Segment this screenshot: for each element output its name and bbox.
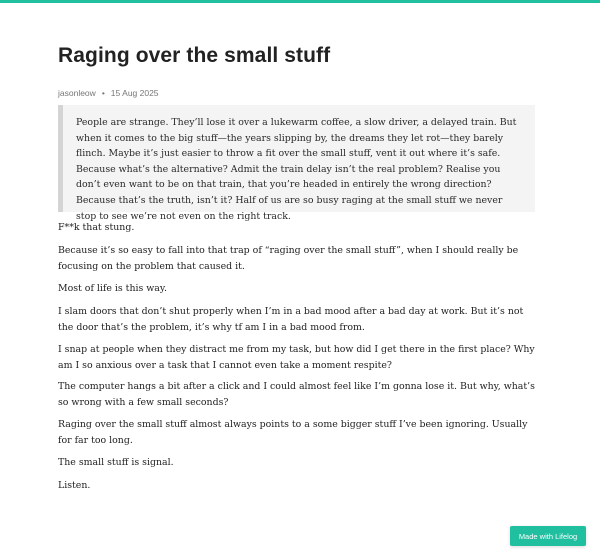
post-meta — [58, 88, 159, 98]
paragraph-6: The computer hangs a bit after a click and I could almost feel like I’m gonna lose it. But why, what’s so wrong with a few small seconds? — [58, 381, 535, 408]
paragraph-8: The small stuff is signal. — [58, 457, 174, 468]
paragraph-2: Because it’s so easy to fall into that trap of “raging over the small stuff”, when I should really be focusing on the problem that caused it. — [58, 245, 519, 272]
meta-separator: • — [101, 88, 105, 98]
paragraph-9: Listen. — [58, 480, 91, 491]
paragraph-7: Raging over the small stuff almost always points to a some bigger stuff I’ve been ignoring. Usually for far too long. — [58, 419, 528, 446]
paragraph-1: F**k that stung. — [58, 222, 135, 233]
top-accent-bar — [0, 0, 600, 3]
paragraph-4: I slam doors that don’t shut properly when I’m in a bad mood after a bad day at work. But it’s not the door that’s the problem, it’s why tf am I in a bad mood from. — [58, 306, 524, 333]
author-link[interactable]: jasonleow — [58, 88, 96, 98]
made-with-lifelog-badge[interactable]: Made with Lifelog — [510, 526, 586, 546]
blockquote-text: People are strange. They’ll lose it over a lukewarm coffee, a slow driver, a delayed train. But when it comes to the big stuff—the years slipping by, the dreams they let rot—they barely flinch. Maybe it’s just easier to throw a fit over the small stuff, vent it out where it’s safe. Because what’s the alternative? Admit the train delay isn’t the real problem? Realise you don’t even want to be on that train, that you’re headed in entirely the wrong direction? Because that’s the truth, isn’t it? Half of us are so busy raging at the small stuff we never stop to see we’re not even on the right track. — [76, 117, 517, 222]
paragraph-3: Most of life is this way. — [58, 283, 167, 294]
post-title: Raging over the small stuff — [58, 44, 331, 67]
post-date: 15 Aug 2025 — [110, 88, 159, 98]
blockquote — [58, 105, 535, 222]
paragraph-5: I snap at people when they distract me from my task, but how did I get there in the first place? Why am I so anxious over a task that I cannot even take a moment respite? — [58, 344, 535, 371]
